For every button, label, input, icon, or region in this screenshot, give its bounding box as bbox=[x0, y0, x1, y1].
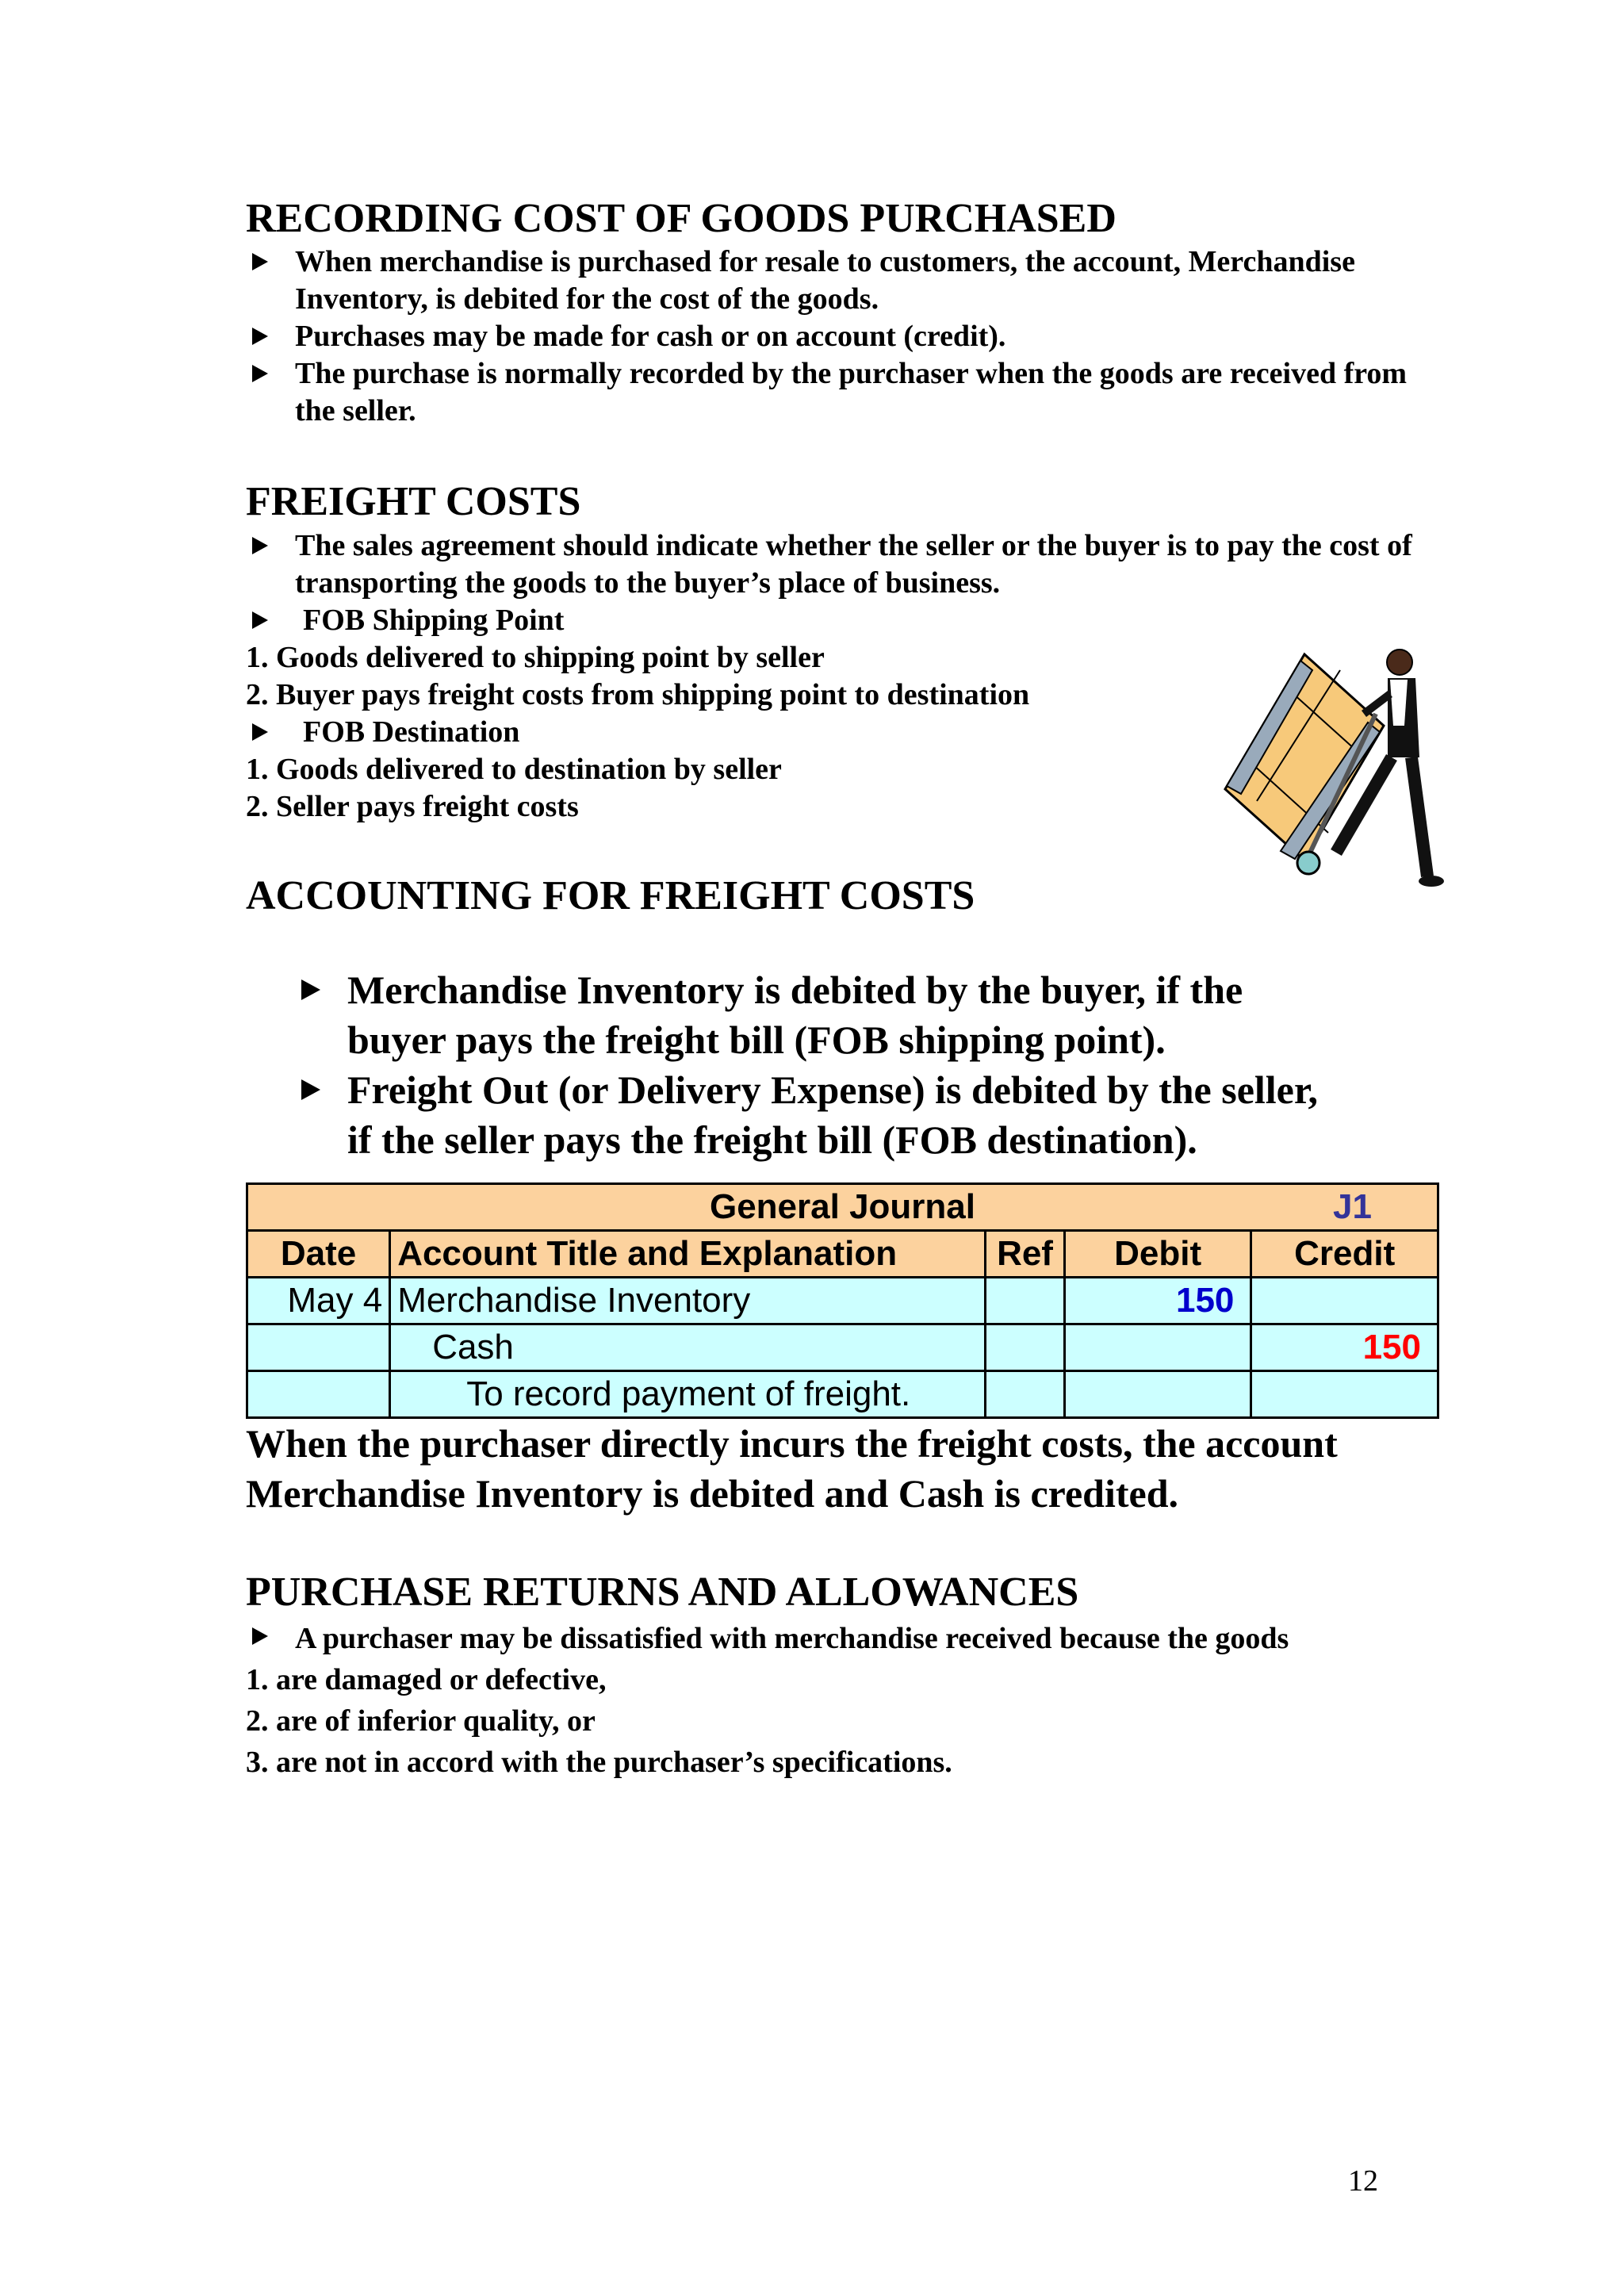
bullet-text: A purchaser may be dissatisfied with merchandise received because the goods bbox=[295, 1621, 1289, 1655]
page-number: 12 bbox=[1348, 2164, 1378, 2198]
journal-date: May 4 bbox=[247, 1278, 390, 1324]
bullet-item bbox=[246, 355, 1451, 430]
section-title-purchase-returns: PURCHASE RETURNS AND ALLOWANCES bbox=[246, 1570, 1079, 1616]
triangle-bullet-icon bbox=[252, 537, 268, 554]
section-title-recording-cost: RECORDING COST OF GOODS PURCHASED bbox=[246, 196, 1116, 241]
triangle-bullet-icon bbox=[252, 723, 268, 741]
journal-title-cell bbox=[247, 1184, 1438, 1231]
bullet-item bbox=[246, 714, 1451, 751]
journal-debit bbox=[1064, 1324, 1251, 1371]
journal-note: When the purchaser directly incurs the freight costs, the account Merchandise Inventory is debited and Cash is credited. bbox=[246, 1421, 1338, 1516]
journal-row bbox=[247, 1371, 1438, 1418]
journal-account: Merchandise Inventory bbox=[390, 1278, 986, 1324]
col-header-credit: Credit bbox=[1251, 1231, 1438, 1278]
journal-debit bbox=[1064, 1371, 1251, 1418]
journal-row bbox=[247, 1278, 1438, 1324]
bullet-text: FOB Shipping Point bbox=[303, 603, 565, 637]
journal-ref bbox=[986, 1278, 1065, 1324]
bullet-text: The purchase is normally recorded by the purchaser when the goods are received from the seller. bbox=[295, 357, 1408, 428]
journal-title-row bbox=[247, 1184, 1438, 1231]
triangle-bullet-icon bbox=[252, 328, 268, 345]
numbered-item: 1. are damaged or defective, bbox=[246, 1662, 607, 1696]
col-header-account: Account Title and Explanation bbox=[390, 1231, 986, 1278]
journal-ref bbox=[986, 1371, 1065, 1418]
journal-credit: 150 bbox=[1251, 1324, 1438, 1371]
triangle-bullet-icon bbox=[301, 979, 320, 1000]
numbered-item: 1. Goods delivered to shipping point by seller bbox=[246, 640, 825, 674]
col-header-date: Date bbox=[247, 1231, 390, 1278]
bullet-text: When merchandise is purchased for resale to customers, the account, Merchandise Inventory, is debited for the cost of the goods. bbox=[295, 245, 1355, 316]
numbered-item: 1. Goods delivered to destination by seller bbox=[246, 752, 782, 786]
bullet-item bbox=[246, 243, 1451, 318]
journal-title: General Journal bbox=[709, 1187, 975, 1227]
journal-row bbox=[247, 1324, 1438, 1371]
bullet-text: Merchandise Inventory is debited by the buyer, if the buyer pays the freight bill (FOB shipping point). bbox=[347, 968, 1243, 1063]
large-bullet-item bbox=[246, 965, 1331, 1065]
section-title-accounting-freight: ACCOUNTING FOR FREIGHT COSTS bbox=[246, 872, 975, 918]
journal-account: Cash bbox=[390, 1324, 986, 1371]
triangle-bullet-icon bbox=[252, 365, 268, 382]
numbered-item: 2. Seller pays freight costs bbox=[246, 789, 579, 823]
numbered-item: 2. are of inferior quality, or bbox=[246, 1704, 596, 1738]
large-bullet-item bbox=[246, 1065, 1331, 1165]
journal-page-ref: J1 bbox=[1333, 1187, 1372, 1227]
col-header-debit: Debit bbox=[1064, 1231, 1251, 1278]
journal-header-row bbox=[247, 1231, 1438, 1278]
general-journal-table bbox=[246, 1182, 1439, 1419]
page-content bbox=[246, 194, 1451, 1783]
section-title-freight-costs: FREIGHT COSTS bbox=[246, 479, 581, 525]
triangle-bullet-icon bbox=[252, 611, 268, 629]
numbered-item: 2. Buyer pays freight costs from shipping point to destination bbox=[246, 677, 1030, 711]
journal-ref bbox=[986, 1324, 1065, 1371]
col-header-ref: Ref bbox=[986, 1231, 1065, 1278]
journal-credit bbox=[1251, 1371, 1438, 1418]
bullet-item bbox=[246, 1618, 1453, 1659]
journal-credit bbox=[1251, 1278, 1438, 1324]
triangle-bullet-icon bbox=[301, 1079, 320, 1100]
bullet-item bbox=[246, 527, 1453, 602]
triangle-bullet-icon bbox=[252, 253, 268, 270]
bullet-item bbox=[246, 602, 1451, 639]
journal-debit: 150 bbox=[1064, 1278, 1251, 1324]
bullet-text: Purchases may be made for cash or on account (credit). bbox=[295, 320, 1006, 354]
numbered-item: 3. are not in accord with the purchaser’s specifications. bbox=[246, 1745, 952, 1779]
bullet-text: Freight Out (or Delivery Expense) is debited by the seller, if the seller pays the freight bill (FOB destination). bbox=[347, 1068, 1318, 1163]
journal-date bbox=[247, 1324, 390, 1371]
triangle-bullet-icon bbox=[252, 1627, 268, 1645]
bullet-item bbox=[246, 318, 1451, 355]
bullet-text: The sales agreement should indicate whether the seller or the buyer is to pay the cost of transporting the goods to the buyer’s place of business. bbox=[295, 528, 1412, 600]
bullet-text: FOB Destination bbox=[303, 715, 520, 749]
journal-explanation: To record payment of freight. bbox=[390, 1371, 986, 1418]
journal-date bbox=[247, 1371, 390, 1418]
